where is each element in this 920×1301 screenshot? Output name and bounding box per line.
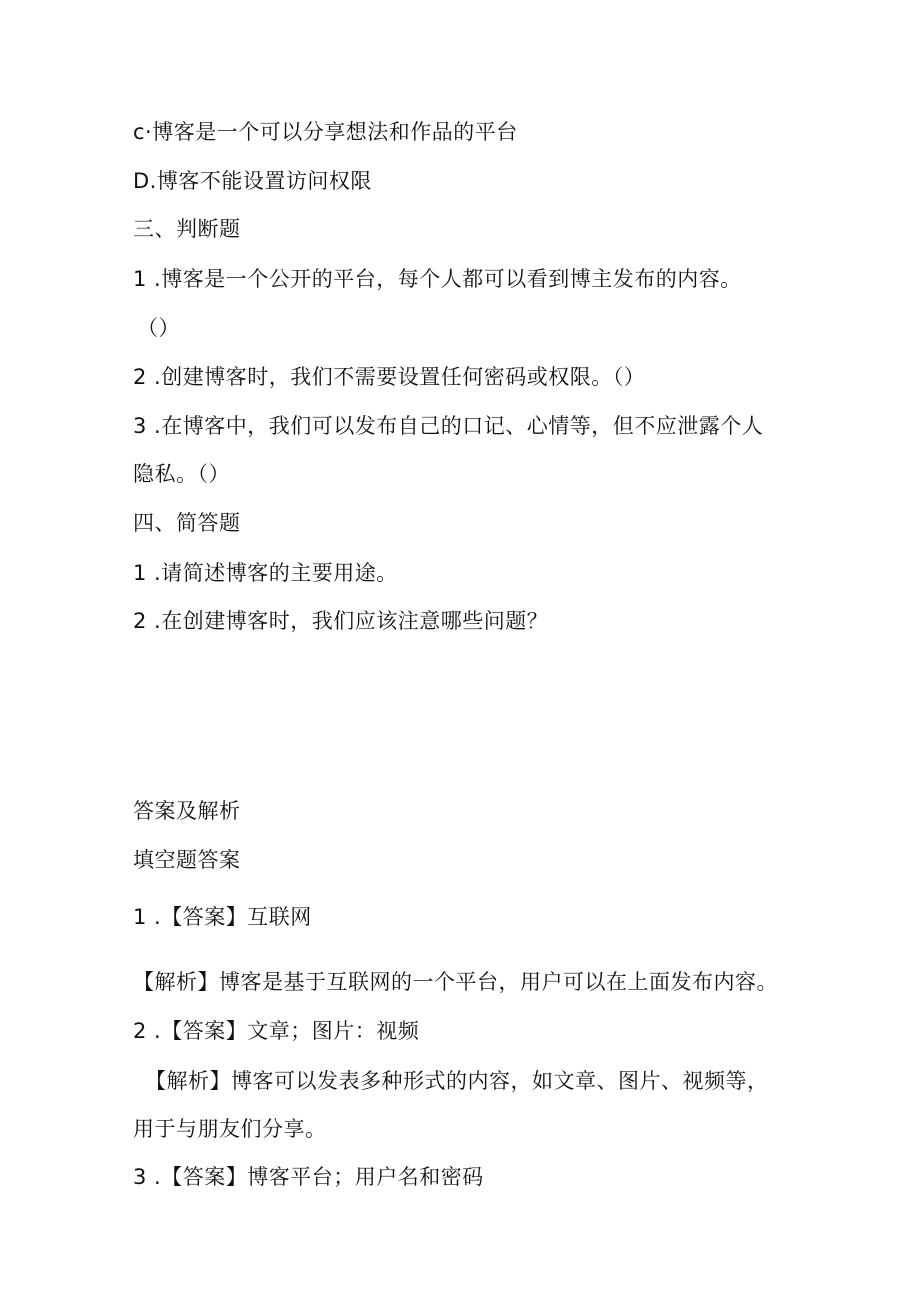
answers-title: 答案及解析 bbox=[133, 799, 241, 823]
option-c: c·博客是一个可以分享想法和作品的平台 bbox=[133, 120, 518, 144]
short-answer-question-2: 2 .在创建博客时，我们应该注意哪些问题？ bbox=[133, 609, 549, 633]
answer-2: 2 .【答案】文章；图片：视频 bbox=[133, 1019, 420, 1043]
answer-3: 3 .【答案】博客平台；用户名和密码 bbox=[133, 1165, 484, 1189]
fill-blank-answers-title: 填空题答案 bbox=[133, 848, 241, 872]
analysis-2-continued: 用于与朋友们分享。 bbox=[133, 1117, 327, 1141]
true-false-question-3-continued: 隐私。（） bbox=[133, 462, 230, 486]
true-false-question-3: 3 .在博客中，我们可以发布自己的口记、心情等，但不应泄露个人 bbox=[133, 414, 764, 438]
section-title-short-answer: 四、简答题 bbox=[133, 511, 241, 535]
section-title-true-false: 三、判断题 bbox=[133, 217, 241, 241]
true-false-question-1: 1 .博客是一个公开的平台，每个人都可以看到博主发布的内容。 bbox=[133, 267, 742, 291]
short-answer-question-1: 1 .请简述博客的主要用途。 bbox=[133, 561, 398, 585]
true-false-question-1-bracket: （） bbox=[137, 316, 180, 340]
analysis-2: 【解析】博客可以发表多种形式的内容，如文章、图片、视频等， bbox=[145, 1069, 769, 1093]
answer-1: 1 .【答案】互联网 bbox=[133, 905, 312, 929]
true-false-question-2: 2 .创建博客时，我们不需要设置任何密码或权限。（） bbox=[133, 365, 646, 389]
analysis-1: 【解析】博客是基于互联网的一个平台，用户可以在上面发布内容。 bbox=[133, 970, 778, 994]
option-d: D.博客不能设置访问权限 bbox=[133, 169, 372, 193]
